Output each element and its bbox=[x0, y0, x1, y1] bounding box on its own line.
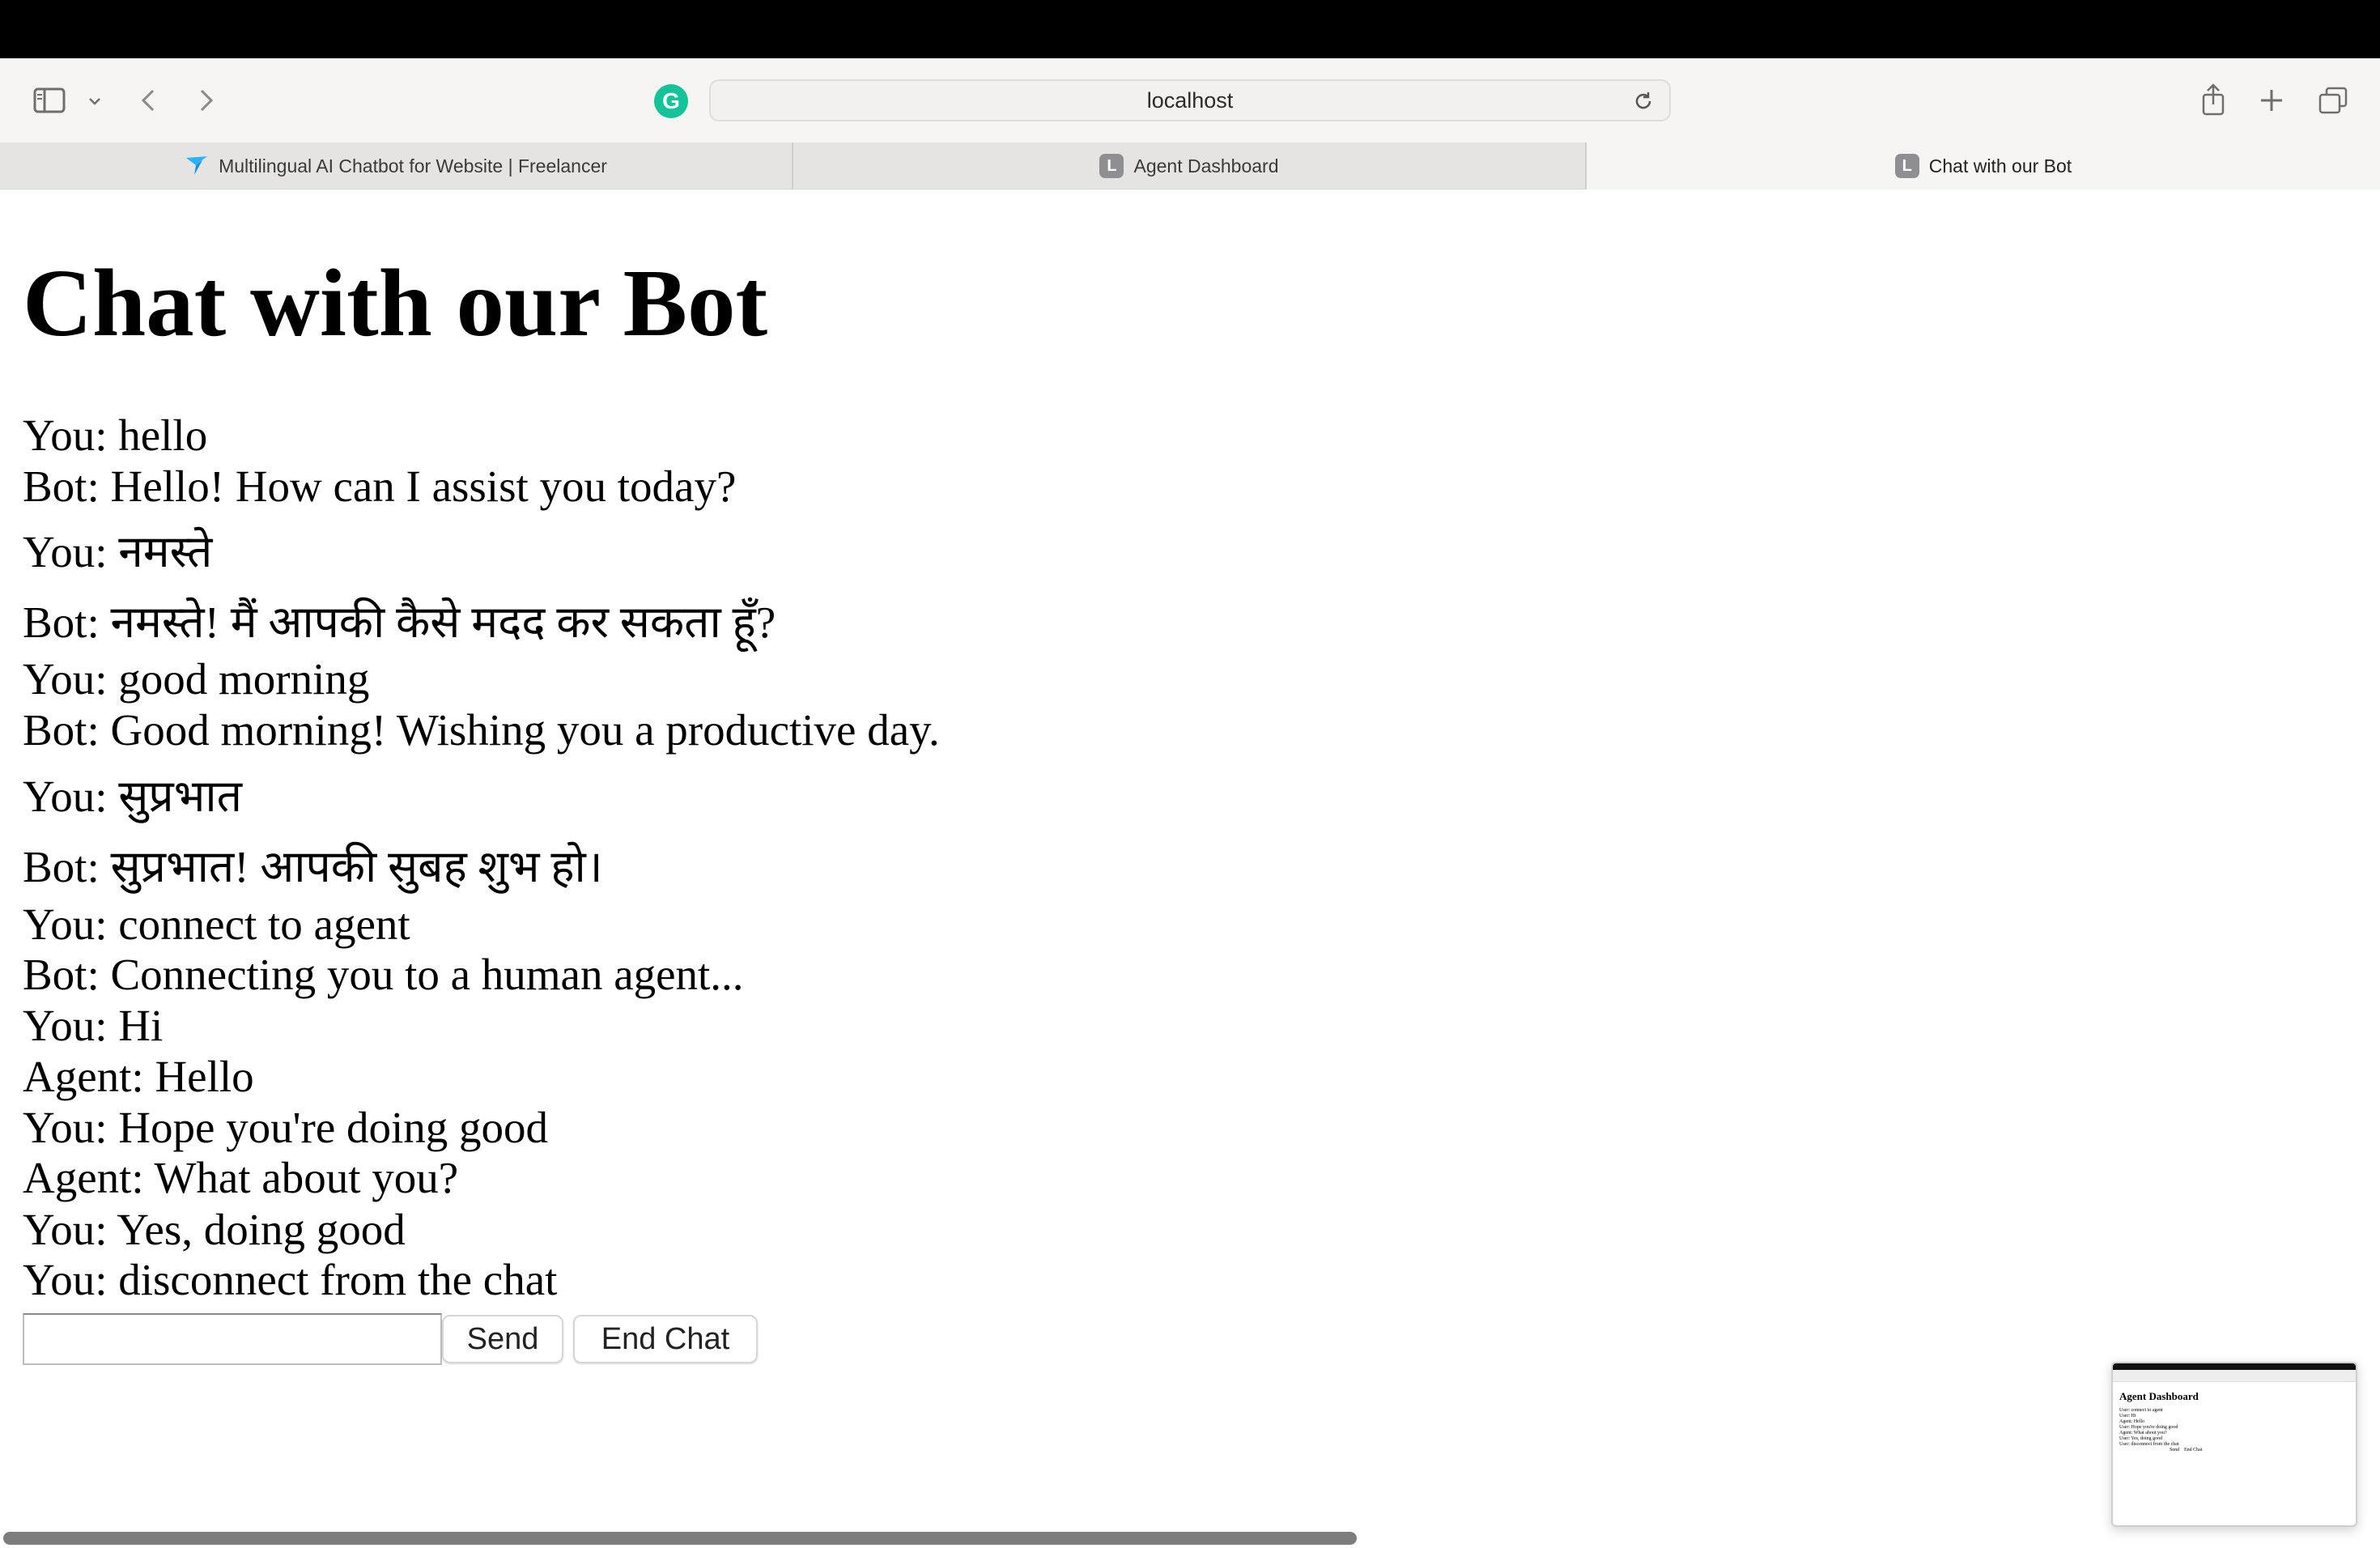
thumbnail-line: User: Yes, doing good bbox=[2119, 1436, 2163, 1441]
chat-message: Bot: Hello! How can I assist you today? bbox=[23, 461, 737, 511]
grammarly-extension-icon[interactable]: G bbox=[654, 84, 688, 118]
chevron-down-icon[interactable] bbox=[84, 91, 105, 112]
chat-message: Agent: Hello bbox=[23, 1052, 254, 1101]
chat-message: You: नमस्ते bbox=[23, 527, 213, 576]
tab-agent-dashboard[interactable] bbox=[793, 142, 1587, 189]
chat-message: You: disconnect from the chat bbox=[23, 1255, 558, 1304]
tab-overview-icon[interactable] bbox=[2315, 84, 2351, 117]
thumbnail-line: User: Hi bbox=[2119, 1414, 2136, 1418]
end-chat-button[interactable]: End Chat bbox=[573, 1315, 758, 1363]
thumbnail-line: User: disconnect from the chat bbox=[2119, 1442, 2179, 1447]
thumbnail-buttons bbox=[2170, 1448, 2356, 1453]
tab-chat-with-bot[interactable] bbox=[1587, 142, 2380, 189]
forward-arrow-icon[interactable] bbox=[194, 84, 219, 117]
chat-message: You: सुप्रभात bbox=[23, 772, 242, 821]
thumbnail-menubar bbox=[2113, 1363, 2356, 1370]
thumbnail-line: User: connect to agent bbox=[2119, 1408, 2163, 1413]
chat-message: You: good morning bbox=[23, 654, 370, 704]
chat-message: Bot: सुप्रभात! आपकी सुबह शुभ हो। bbox=[23, 842, 603, 891]
chat-message: Bot: Good morning! Wishing you a productive day. bbox=[23, 705, 940, 755]
thumbnail-line: Agent: Hello bbox=[2119, 1419, 2145, 1424]
tab-freelancer[interactable] bbox=[0, 142, 793, 189]
thumbnail-send-label: Send bbox=[2170, 1448, 2179, 1452]
freelancer-bird-icon bbox=[185, 155, 209, 176]
macos-menu-bar bbox=[0, 0, 2380, 58]
horizontal-scrollbar[interactable] bbox=[3, 1532, 1357, 1545]
chat-message: You: Hope you're doing good bbox=[23, 1103, 549, 1152]
address-bar[interactable] bbox=[709, 79, 1671, 121]
chat-message: Bot: नमस्ते! मैं आपकी कैसे मदद कर सकता हूँ? bbox=[23, 598, 776, 647]
thumbnail-line: User: Hope you're doing good bbox=[2119, 1425, 2178, 1430]
share-icon[interactable] bbox=[2197, 79, 2229, 120]
url-text: localhost bbox=[1146, 87, 1234, 113]
page-title: Chat with our Bot bbox=[23, 249, 768, 356]
message-input[interactable] bbox=[23, 1313, 442, 1365]
tab-bar bbox=[0, 142, 2380, 189]
tab-label: Agent Dashboard bbox=[1133, 155, 1279, 176]
send-button[interactable]: Send bbox=[442, 1315, 563, 1363]
tab-label: Multilingual AI Chatbot for Website | Freelancer bbox=[219, 155, 607, 176]
letter-l-favicon-icon: L bbox=[1099, 154, 1124, 178]
browser-toolbar bbox=[0, 58, 2380, 142]
chat-message: You: Yes, doing good bbox=[23, 1205, 406, 1254]
tab-label: Chat with our Bot bbox=[1928, 155, 2072, 176]
thumbnail-toolbar bbox=[2113, 1370, 2356, 1382]
thumbnail-title: Agent Dashboard bbox=[2119, 1390, 2199, 1402]
chat-message: Agent: What about you? bbox=[23, 1153, 459, 1202]
sidebar-toggle-icon[interactable] bbox=[31, 83, 68, 118]
chat-message: You: hello bbox=[23, 410, 208, 460]
chat-message: Bot: Connecting you to a human agent... bbox=[23, 950, 744, 999]
chat-message: You: connect to agent bbox=[23, 899, 410, 949]
chat-message: You: Hi bbox=[23, 1001, 164, 1050]
agent-dashboard-window-thumbnail[interactable] bbox=[2111, 1362, 2357, 1527]
back-arrow-icon[interactable] bbox=[136, 84, 160, 117]
thumbnail-end-chat-label: End Chat bbox=[2184, 1448, 2203, 1452]
new-tab-plus-icon[interactable] bbox=[2255, 84, 2288, 117]
letter-l-favicon-icon: L bbox=[1895, 154, 1919, 178]
reload-icon[interactable] bbox=[1632, 90, 1655, 118]
thumbnail-line: Agent: What about you? bbox=[2119, 1431, 2167, 1435]
